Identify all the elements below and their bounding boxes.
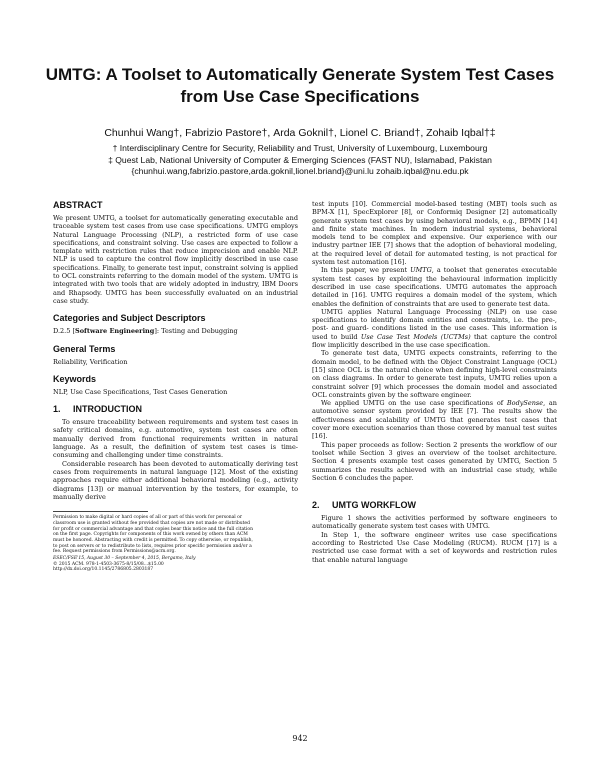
author: Zohaib Iqbal†‡ (426, 127, 496, 139)
categories-text: D.2.5 [Software Engineering]: Testing and Debugging (53, 327, 238, 336)
introduction-heading: 1. INTRODUCTION (53, 404, 142, 415)
keywords-text: NLP, Use Case Specifications, Test Cases Generation (53, 387, 228, 396)
body-paragraph: In this paper, we present UMTG, a toolset that generates executable system test cases by exploiting the behavioural information implicitly described in use case specifications. UMTG automates the approach detailed in [16]. UMTG requires a domain model of the system, which enables the definition of constraints that are used to generate test data. (312, 266, 557, 308)
body-paragraph: We applied UMTG on the use case specifications of BodySense, an automotive sensor system provided by IEE [7]. The results show the effectiveness and scalability of UMTG that generates test cases that cover more execution scenarios than those covered by manual test suites [16]. (312, 399, 557, 441)
author-list (40, 127, 560, 140)
permission-notice: Permission to make digital or hard copies of all or part of this work for personal or classroom use is granted without fee provided that copies are not made or distributed for profit or commercial advantage and that copies bear this notice and the full citation on the first page. Copyrights for components of this work owned by others than ACM must be honored. Abstracting with credit is permitted. To copy otherwise, or republish, to post on servers or to redistribute to lists, requires prior specific permission and/or a fee. Request permissions from Permissions@acm.org. ESEC/FSE'15, August 30 – September 4, 2015, Bergamo, Italy © 2015 ACM. 978-1-4503-3675-8/15/08...$15.00 http://dx.doi.org/10.1145/2786805.2803187 (53, 515, 298, 573)
right-column (312, 200, 557, 564)
author: Lionel C. Briand†, (339, 127, 427, 139)
abstract-text: We present UMTG, a toolset for automatically generating executable and traceable system test cases from use case specifications. UMTG employs Natural Language Processing (NLP), a restricted form of use case specifications, and constraint solving. Use cases are expected to follow a template with restriction rules that reduce imprecision and enable NLP. NLP is used to capture the control flow implicitly described in use case specifications. Finally, to generate test input, constraint solving is applied to OCL constraints referring to the domain model of the system. UMTG is integrated with two tools that are widely adopted in industry, IBM Doors and Rhapsody. UMTG has been successfully evaluated on an industrial case study. (53, 214, 298, 305)
author: Arda Goknil†, (273, 127, 340, 139)
author-emails: {chunhui.wang,fabrizio.pastore,arda.goknil,lionel.briand}@uni.lu zohaib.iqbal@nu.edu.pk (131, 166, 469, 176)
workflow-heading: 2. UMTG WORKFLOW (312, 500, 416, 511)
left-column (53, 200, 298, 573)
doi-link[interactable]: http://dx.doi.org/10.1145/2786805.2803187 (53, 567, 154, 573)
conference-info: ESEC/FSE'15, August 30 – September 4, 2015, Bergamo, Italy (53, 556, 196, 562)
footnote-divider (53, 511, 148, 512)
copyright-line: © 2015 ACM. 978-1-4503-3675-8/15/08...$15.00 (53, 561, 164, 567)
categories-heading: Categories and Subject Descriptors (53, 313, 206, 324)
affiliation-luxembourg: † Interdisciplinary Centre for Security, Reliability and Trust, University of Luxembourg, Luxembourg (112, 143, 488, 153)
intro-paragraph: Considerable research has been devoted to automatically deriving test cases from requirements in natural language [12]. Most of the existing approaches require either additional behavioral modeling (e.g., activity diagrams [13]) or manual intervention by the testers, for example, to manually derive (53, 459, 298, 501)
keywords-heading: Keywords (53, 373, 97, 384)
author: Chunhui Wang†, (104, 127, 186, 139)
general-terms-text: Reliability, Verification (53, 357, 128, 366)
body-paragraph: In Step 1, the software engineer writes use case specifications according to Restricted Use Case Modeling (RUCM). RUCM [17] is a restricted use case format with a set of keywords and restriction rules that enable natural language (312, 530, 557, 564)
body-paragraph: UMTG applies Natural Language Processing (NLP) on use case specifications to identify domain entities and constraints, i.e. the pre-, post- and guard- conditions listed in the use cases. This information is used to build Use Case Test Models (UCTMs) that capture the control flow implicitly described in the use case specification. (312, 307, 557, 350)
paper-title: UMTG: A Toolset to Automatically Generate System Test Cases from Use Case Specifications (45, 65, 555, 106)
body-paragraph: Figure 1 shows the activities performed by software engineers to automatically generate system test cases with UMTG. (312, 514, 557, 531)
body-paragraph: To generate test data, UMTG expects constraints, referring to the domain model, to be defined with the Object Constraint Language (OCL) [15] since OCL is the natural choice when defining high-level constraints on class diagrams. In order to generate test inputs, UMTG relies upon a constraint solver [9] which processes the domain model and associated OCL constraints given by the software engineer. (312, 349, 557, 399)
affiliation-pakistan: ‡ Quest Lab, National University of Computer & Emerging Sciences (FAST NU), Islamabad, Pakistan (108, 154, 492, 165)
body-paragraph: This paper proceeds as follow: Section 2 presents the workflow of our toolset while Section 3 gives an overview of the toolset architecture. Section 4 presents example test cases generated by UMTG, Section 5 summarizes the results achieved with an industrial case study, while Section 6 concludes the paper. (312, 440, 557, 482)
intro-paragraph: To ensure traceability between requirements and system test cases in safety critical domains, e.g. automotive, system test cases are often manually derived from functional requirements written in natural language. As a result, the definition of system test cases is time-consuming and challenging under time constraints. (53, 418, 298, 460)
body-paragraph: test inputs [10]. Commercial model-based testing (MBT) tools such as BPM-X [1], SpecExplorer [8], or Conformiq Designer [2] automatically generate system test cases by using behavioral models, e.g., BPMN [14] and finite state machines. In modern industrial systems, behavioral models tend to be complex and expensive. Our experience with our industry partner IEE [7] shows that the adoption of behavioral modeling, at the required level of detail for automated testing, is not practical for system test automation [16]. (312, 200, 557, 267)
author: Fabrizio Pastore†, (185, 127, 274, 139)
general-terms-heading: General Terms (53, 343, 116, 354)
abstract-heading: ABSTRACT (53, 200, 103, 210)
affiliations (40, 143, 560, 178)
page-number: 942 (292, 734, 308, 743)
